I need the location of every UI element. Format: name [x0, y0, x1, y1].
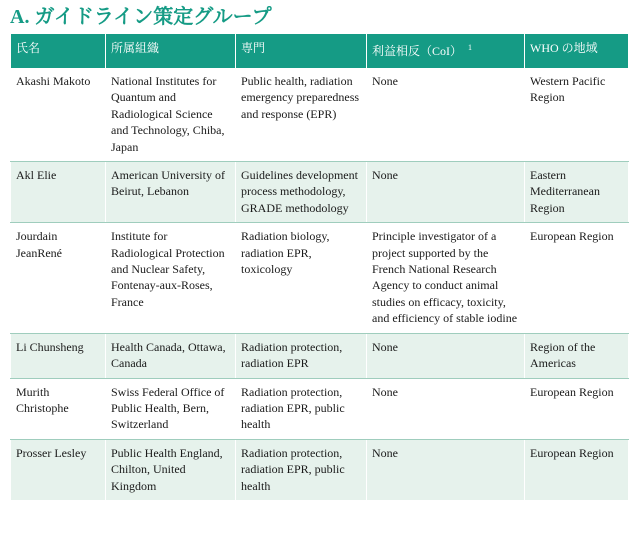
cell-coi: None [367, 162, 525, 223]
guideline-group-table [10, 34, 629, 500]
cell-name: Li Chunsheng [11, 333, 106, 378]
cell-affiliation: Public Health England, Chilton, United Kingdom [106, 439, 236, 500]
cell-name: Prosser Lesley [11, 439, 106, 500]
table-header-row [11, 34, 629, 68]
cell-coi: None [367, 378, 525, 439]
cell-coi: None [367, 333, 525, 378]
cell-coi: Principle investigator of a project supported by the French National Research Agency to conduct animal studies on efficacy, toxicity, and efficiency of stable iodine [367, 223, 525, 333]
cell-affiliation: Health Canada, Ottawa, Canada [106, 333, 236, 378]
cell-coi: None [367, 439, 525, 500]
table-row [11, 439, 629, 500]
cell-expertise: Guidelines development process methodology, GRADE methodology [236, 162, 367, 223]
header-expertise: 専門 [236, 34, 367, 68]
cell-name: Murith Christophe [11, 378, 106, 439]
table-row [11, 223, 629, 333]
cell-affiliation: Institute for Radiological Protection and Nuclear Safety, Fontenay-aux-Roses, France [106, 223, 236, 333]
cell-region: European Region [525, 378, 629, 439]
cell-name: Jourdain JeanRené [11, 223, 106, 333]
header-name: 氏名 [11, 34, 106, 68]
cell-affiliation: American University of Beirut, Lebanon [106, 162, 236, 223]
cell-expertise: Radiation protection, radiation EPR, public health [236, 439, 367, 500]
cell-region: Eastern Mediterranean Region [525, 162, 629, 223]
cell-coi: None [367, 68, 525, 162]
table-row [11, 68, 629, 162]
cell-region: European Region [525, 439, 629, 500]
cell-expertise: Radiation protection, radiation EPR [236, 333, 367, 378]
cell-region: European Region [525, 223, 629, 333]
header-affiliation: 所属組織 [106, 34, 236, 68]
section-title: A. ガイドライン策定グループ [10, 6, 272, 28]
cell-affiliation: Swiss Federal Office of Public Health, Bern, Switzerland [106, 378, 236, 439]
table-row [11, 162, 629, 223]
cell-expertise: Public health, radiation emergency preparedness and response (EPR) [236, 68, 367, 162]
cell-name: Akashi Makoto [11, 68, 106, 162]
table-row [11, 333, 629, 378]
footnote-marker: 1 [468, 43, 473, 52]
cell-expertise: Radiation protection, radiation EPR, public health [236, 378, 367, 439]
cell-region: Western Pacific Region [525, 68, 629, 162]
header-region: WHO の地域 [525, 34, 629, 68]
header-coi-label: 利益相反（CoI） [372, 44, 463, 58]
cell-affiliation: National Institutes for Quantum and Radiological Science and Technology, Chiba, Japan [106, 68, 236, 162]
cell-name: Akl Elie [11, 162, 106, 223]
cell-region: Region of the Americas [525, 333, 629, 378]
header-coi [367, 34, 525, 68]
table-row [11, 378, 629, 439]
cell-expertise: Radiation biology, radiation EPR, toxicology [236, 223, 367, 333]
